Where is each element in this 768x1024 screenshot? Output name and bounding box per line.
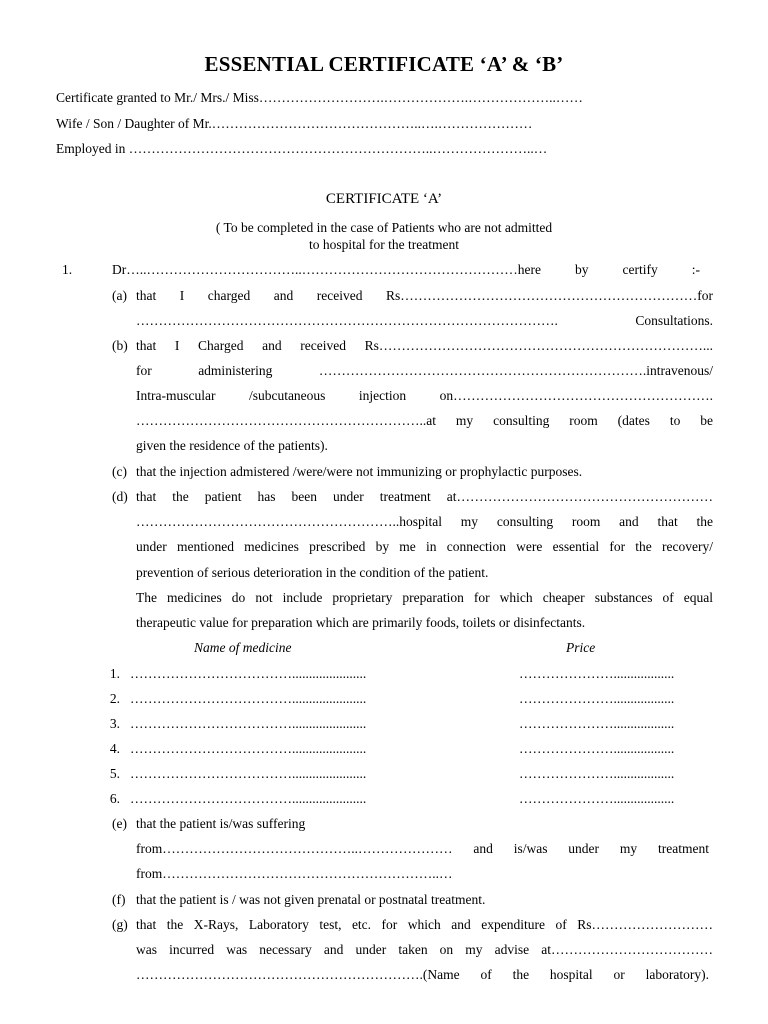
clause-d-line: under mentioned medicines prescribed by me in connection were essential for the recovery/ — [136, 539, 713, 554]
clause-a-line: …………………………………………………………………………………. Consultations. — [136, 313, 713, 328]
clause-label: (a) — [112, 288, 127, 303]
medicine-row-number: 5. — [109, 766, 120, 781]
clause-d-line: prevention of serious deterioration in the condition of the patient. — [136, 565, 489, 580]
clause-g-line: was incurred was necessary and under taken on my advise at……………………………… — [136, 942, 713, 957]
clause-label: (c) — [112, 464, 127, 479]
clause-e-line: from……………………………………..………………… and is/was under my treatment — [136, 841, 709, 856]
medicine-price-field: ………………….................. — [519, 666, 675, 681]
clause-f-line: that the patient is / was not given prenatal or postnatal treatment. — [136, 892, 486, 907]
clause-e-line: from……………………………………………………..… — [136, 866, 453, 881]
doctor-line: Dr…..……………………………..…………………………………………here by certify :- — [112, 262, 700, 277]
certificate-granted-field: Certificate granted to Mr./ Mrs./ Miss……………………….……………….………………..…… — [56, 90, 583, 105]
clause-b-line: for administering ……………………………………………………………….intravenous/ — [136, 363, 713, 378]
clause-e-line: that the patient is/was suffering — [136, 816, 306, 831]
section-heading: CERTIFICATE ‘A’ — [325, 191, 443, 207]
medicine-price-field: ………………….................. — [519, 741, 675, 756]
clause-g-line: that the X-Rays, Laboratory test, etc. for which and expenditure of Rs……………………… — [136, 917, 713, 932]
clause-b-line: that I Charged and received Rs………………………………………………………………... — [136, 338, 713, 353]
clause-a-line: that I charged and received Rs…………………………………………………………for — [136, 288, 713, 303]
medicine-price-field: ………………….................. — [519, 691, 675, 706]
clause-b-line: given the residence of the patients). — [136, 438, 328, 453]
medicine-row — [0, 666, 768, 686]
medicine-row — [0, 691, 768, 711]
medicine-price-field: ………………….................. — [519, 766, 675, 781]
clause-d-line: …………………………………………………..hospital my consulting room and that the — [136, 514, 713, 529]
medicine-name-field: ………………………………...................... — [130, 766, 367, 781]
clause-label: (g) — [112, 917, 128, 932]
medicine-name-header: Name of medicine — [194, 640, 292, 655]
section-note-line: to hospital for the treatment — [309, 237, 459, 252]
medicine-row — [0, 741, 768, 761]
medicine-name-field: ………………………………...................... — [130, 691, 367, 706]
medicine-name-field: ………………………………...................... — [130, 666, 367, 681]
clause-label: (b) — [112, 338, 128, 353]
clause-b-line: Intra-muscular /subcutaneous injection on…………………………………………………. — [136, 388, 713, 403]
medicine-name-field: ………………………………...................... — [130, 741, 367, 756]
medicine-row-number: 6. — [109, 791, 120, 806]
clause-label: (e) — [112, 816, 127, 831]
section-note-line: ( To be completed in the case of Patients who are not admitted — [215, 220, 553, 235]
medicine-price-field: ………………….................. — [519, 716, 675, 731]
medicine-price-field: ………………….................. — [519, 791, 675, 806]
medicine-row-number: 4. — [109, 741, 120, 756]
clause-b-line: ………………………………………………………..at my consulting room (dates to be — [136, 413, 713, 428]
page-title: ESSENTIAL CERTIFICATE ‘A’ & ‘B’ — [204, 52, 564, 76]
medicine-row-number: 3. — [109, 716, 120, 731]
medicine-row — [0, 791, 768, 811]
item-number: 1. — [62, 262, 73, 277]
clause-g-line: ……………………………………………………….(Name of the hospital or laboratory). — [136, 967, 709, 982]
medicine-name-field: ………………………………...................... — [130, 716, 367, 731]
clause-label: (f) — [112, 892, 126, 907]
medicine-row — [0, 766, 768, 786]
medicine-row — [0, 716, 768, 736]
clause-d-line: that the patient has been under treatment at………………………………………………… — [136, 489, 713, 504]
clause-d-line: therapeutic value for preparation which are primarily foods, toilets or disinfectants. — [136, 615, 586, 630]
clause-label: (d) — [112, 489, 128, 504]
employed-in-field: Employed in …………………………………………………………..…………………..… — [56, 141, 548, 156]
medicine-row-number: 2. — [109, 691, 120, 706]
medicine-name-field: ………………………………...................... — [130, 791, 367, 806]
medicine-price-header: Price — [566, 640, 596, 655]
clause-d-line: The medicines do not include proprietary preparation for which cheaper substances of equal — [136, 590, 713, 605]
clause-c-line: that the injection admistered /were/were not immunizing or prophylactic purposes. — [136, 464, 583, 479]
relation-field: Wife / Son / Daughter of Mr.………………………………………..….………………… — [56, 116, 533, 131]
medicine-row-number: 1. — [109, 666, 120, 681]
